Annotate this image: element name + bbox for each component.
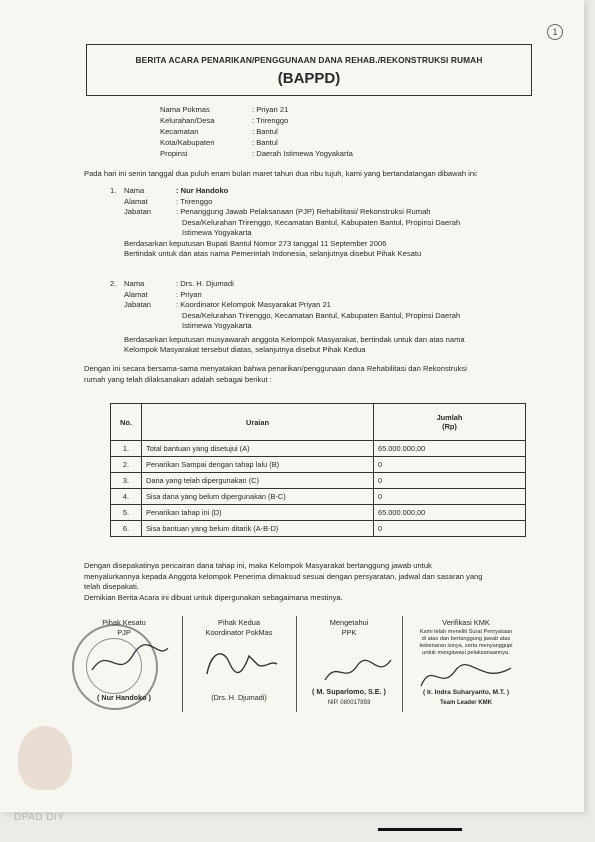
party-name: : Nur Handoko: [176, 186, 229, 195]
signature-table: [68, 616, 528, 712]
info-label: Kelurahan/Desa: [160, 116, 215, 125]
note-line: Kami telah meneliti Surat Pernyataan: [419, 629, 513, 635]
row-no: 1.: [111, 441, 142, 457]
row-no: 6.: [111, 521, 142, 537]
sig-subheading: PPK: [341, 627, 357, 637]
verification-note: [403, 629, 529, 657]
row-desc: Dana yang telah dipergunakan (C): [142, 473, 374, 489]
sig-role: Team Leader KMK: [440, 700, 492, 706]
page-number: 1: [547, 24, 563, 40]
pokmas-info: [160, 104, 353, 159]
info-row: [160, 137, 353, 148]
sig-heading: Verifikasi KMK: [442, 618, 490, 627]
row-desc: Sisa bantuan yang belum ditarik (A-B-D): [142, 521, 374, 537]
statement-paragraph: [84, 364, 534, 385]
party-position-cont: Desa/Kelurahan Trirenggo, Kecamatan Bantul, Kabupaten Bantul, Propinsi Daerah: [182, 217, 461, 227]
info-value: : Bantul: [252, 138, 278, 147]
party-position-cont: Istimewa Yogyakarta: [182, 321, 252, 330]
signature-scribble: [317, 650, 397, 690]
sig-nip: NIP. 080017893: [327, 700, 371, 706]
position-label: Jabatan: [124, 300, 152, 309]
signature-scribble: [201, 642, 281, 682]
closing-paragraph: [84, 561, 530, 603]
closing-line: Demikian Berita Acara ini dibuat untuk dipergunakan sebagaimana mestinya.: [84, 592, 343, 602]
opening-paragraph: Pada hari ini senin tanggal dua puluh enam bulan maret tahun dua ribu tujuh, kami yang bertandatangan dibawah ini:: [84, 169, 478, 178]
statement-line: Dengan ini secara bersama-sama menyatakan bahwa penarikan/penggunaan dana Rehabilitasi dan Rekonstruksi: [84, 364, 467, 373]
info-value: : Bantul: [252, 127, 278, 136]
party-name: : Drs. H. Djumadi: [176, 279, 234, 288]
document-title: BERITA ACARA PENARIKAN/PENGGUNAAN DANA REHAB./REKONSTRUKSI RUMAH: [135, 55, 483, 65]
party-position-cont: Istimewa Yogyakarta: [182, 228, 252, 237]
info-row: [160, 115, 353, 126]
sig-heading: Pihak Kedua: [218, 618, 260, 627]
info-label: Propinsi: [160, 149, 188, 158]
signature-kmk: [402, 616, 529, 712]
party-basis-cont: Kelompok Masyarakat tersebut diatas, selanjutnya disebut Pihak Kedua: [124, 345, 366, 354]
note-line: untuk mengawasi pelaksanaannya.: [422, 650, 510, 656]
address-label: Alamat: [124, 196, 148, 206]
row-amount: 65.000.000,00: [374, 505, 526, 521]
note-line: kebenaran isinya, serta menyanggupi: [419, 643, 513, 649]
col-header-no: No.: [111, 404, 142, 441]
party-position: : Koordinator Kelompok Masyarakat Priyan 21: [176, 300, 331, 309]
amount-unit: (Rp): [442, 422, 457, 431]
row-amount: 0: [374, 521, 526, 537]
row-amount: 0: [374, 489, 526, 505]
table-row: [111, 457, 526, 473]
party-two: [110, 279, 472, 356]
row-desc: Sisa dana yang belum dipergunakan (B-C): [142, 489, 374, 505]
party-basis: Berdasarkan keputusan Bupati Bantul Nomor 273 tanggal 11 September 2006: [124, 238, 387, 248]
document-acronym: (BAPPD): [277, 70, 341, 87]
party-address: : Priyan: [176, 289, 202, 299]
info-label: Kecamatan: [160, 127, 199, 136]
row-desc: Penarikan tahap ini (D): [142, 505, 374, 521]
address-label: Alamat: [124, 289, 148, 299]
signature-party-two: [182, 616, 295, 712]
sig-subheading: Koordinator PokMas: [205, 627, 273, 637]
row-desc: Total bantuan yang disetujui (A): [142, 441, 374, 457]
info-row: [160, 148, 353, 159]
row-amount: 0: [374, 473, 526, 489]
amount-label: Jumlah: [436, 413, 463, 422]
row-amount: 65.000.000,00: [374, 441, 526, 457]
info-value: : Daerah Istimewa Yogyakarta: [252, 149, 353, 158]
info-value: : Trirenggo: [252, 116, 289, 125]
info-label: Nama Pokmas: [160, 105, 210, 114]
name-label: Nama: [124, 279, 145, 288]
info-row: [160, 104, 353, 115]
sig-name: ( Nur Handoko ): [97, 693, 151, 702]
signature-party-one: [68, 616, 180, 712]
party-basis: Berdasarkan keputusan musyawarah anggota Kelompok Masyarakat, bertindak untuk dan atas nama: [124, 334, 465, 344]
position-label: Jabatan: [124, 207, 152, 216]
row-no: 2.: [111, 457, 142, 473]
table-row: [111, 473, 526, 489]
col-header-amount: [374, 404, 526, 441]
sig-heading: Pihak Kesatu: [102, 618, 146, 627]
party-acting: Bertindak untuk dan atas nama Pemerintah Indonesia, selanjutnya disebut Pihak Kesatu: [124, 249, 422, 258]
title-box: [86, 44, 532, 96]
table-row: [111, 441, 526, 457]
row-no: 4.: [111, 489, 142, 505]
signature-ppk: [296, 616, 401, 712]
closing-line: telah disepakati.: [84, 582, 139, 591]
sig-heading: Mengetahui: [329, 618, 369, 627]
sig-name: ( Ir. Indra Suharyanto, M.T. ): [422, 689, 510, 696]
party-one: [110, 186, 472, 260]
info-label: Kota/Kabupaten: [160, 138, 215, 147]
party-position: : Penanggung Jawab Pelaksanaan (PJP) Rehabilitasi/ Rekonstruksi Rumah: [176, 207, 431, 216]
closing-line: menyalurkannya kepada Anggota kelompok Penerima dimaksud sesuai dengan persyaratan, jadwal dan sasaran yang: [84, 571, 483, 581]
info-row: [160, 126, 353, 137]
col-header-description: Uraian: [142, 404, 374, 441]
row-desc: Penarikan Sampai dengan tahap lalu (B): [142, 457, 374, 473]
closing-line: Dengan disepakatinya pencairan dana tahap ini, maka Kelompok Masyarakat bertanggung jawab untuk: [84, 561, 432, 570]
sig-subheading: PJP: [117, 627, 131, 637]
row-no: 3.: [111, 473, 142, 489]
info-value: : Priyan 21: [252, 105, 289, 114]
party-number: 2.: [110, 279, 117, 288]
party-position-cont: Desa/Kelurahan Trirenggo, Kecamatan Bantul, Kabupaten Bantul, Propinsi Daerah: [182, 310, 461, 320]
table-row: [111, 489, 526, 505]
party-address: : Trirenggo: [176, 196, 213, 206]
note-line: di atas dan bertanggung jawab atas: [421, 636, 511, 642]
fund-table: [110, 403, 526, 537]
table-row: [111, 505, 526, 521]
sig-name: ( M. Suparlomo, S.E. ): [312, 687, 386, 696]
table-row: [111, 521, 526, 537]
signature-scribble: [88, 640, 172, 680]
name-label: Nama: [124, 186, 145, 195]
sig-name: (Drs. H. Djumadi): [211, 693, 267, 702]
archive-watermark: DPAD DIY: [14, 812, 65, 823]
faded-emblem: [18, 726, 72, 790]
bottom-bar: [378, 828, 462, 831]
row-no: 5.: [111, 505, 142, 521]
statement-line: rumah yang telah dilaksanakan adalah sebagai berikut :: [84, 374, 272, 384]
party-number: 1.: [110, 186, 117, 195]
row-amount: 0: [374, 457, 526, 473]
